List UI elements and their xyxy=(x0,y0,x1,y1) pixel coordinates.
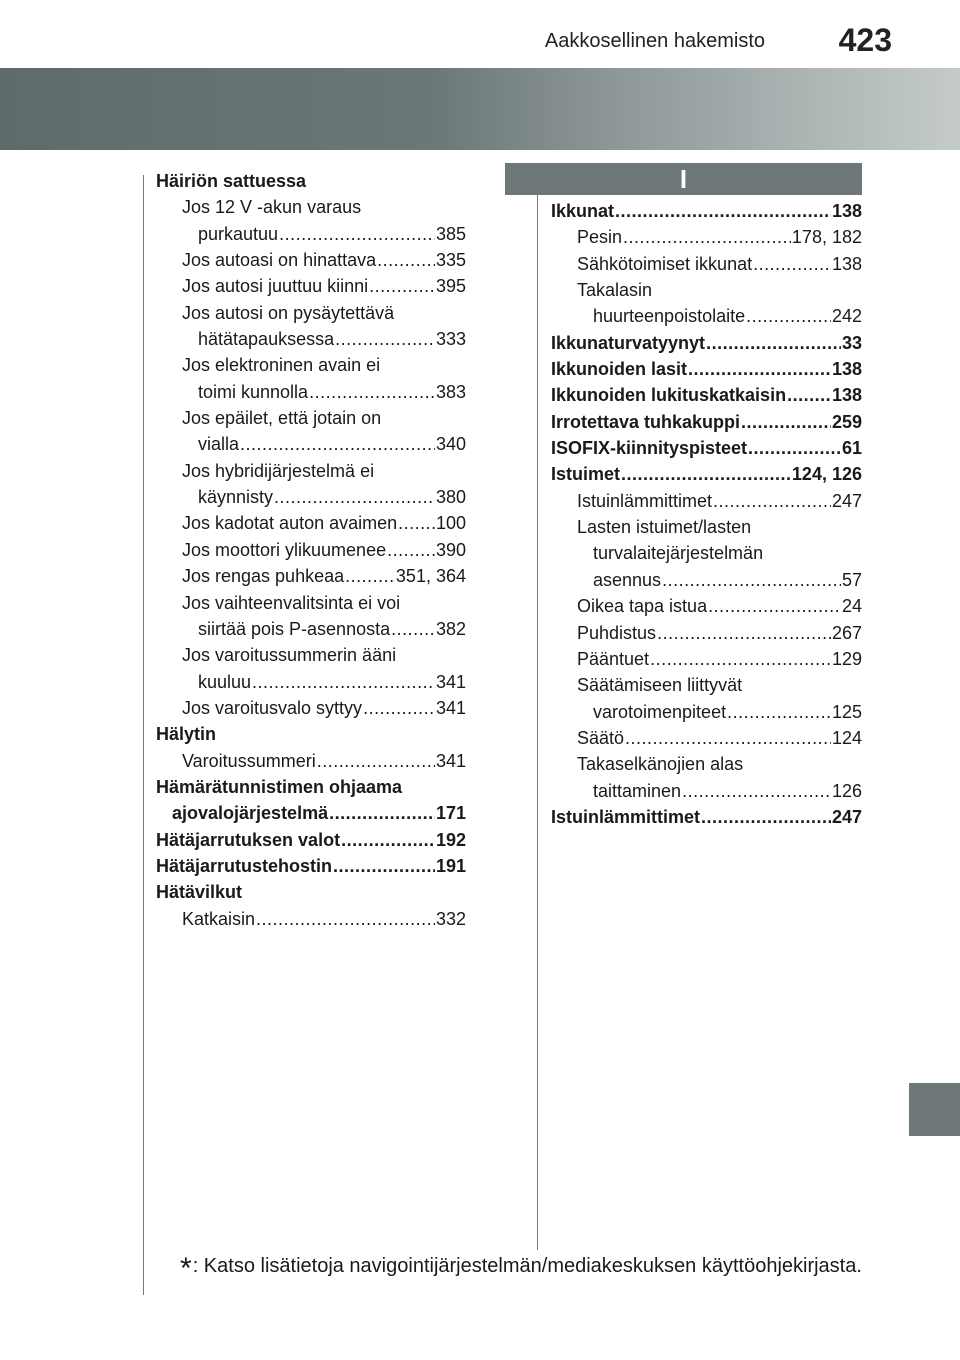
index-entry xyxy=(551,251,862,277)
index-entry xyxy=(551,540,862,566)
index-entry xyxy=(551,672,862,698)
index-entry xyxy=(156,458,466,484)
page-reference[interactable]: 125 xyxy=(831,701,862,722)
page-reference[interactable]: 138 xyxy=(831,385,862,406)
entry-label: Lasten istuimet/lasten xyxy=(577,517,752,538)
dot-leader xyxy=(682,778,831,804)
page-reference[interactable]: 24 xyxy=(841,596,862,617)
page-reference[interactable]: 267 xyxy=(831,622,862,643)
index-entry xyxy=(156,379,466,405)
dot-leader xyxy=(787,382,831,408)
index-column-left xyxy=(156,168,466,932)
page-reference[interactable]: 382 xyxy=(435,618,466,639)
footnote-text: : Katso lisätietoja navigointijärjestelmän/mediakeskuksen käyttöohjekirjasta. xyxy=(192,1255,862,1277)
dot-leader xyxy=(252,669,435,695)
entry-label: Hälytin xyxy=(156,724,217,745)
page-reference[interactable]: 138 xyxy=(831,359,862,380)
page-reference[interactable]: 385 xyxy=(435,223,466,244)
entry-label: vialla xyxy=(198,434,240,455)
index-entry xyxy=(156,273,466,299)
entry-label: Säätämiseen liittyvät xyxy=(577,675,743,696)
page-reference[interactable]: 351, 364 xyxy=(395,566,466,587)
dot-leader xyxy=(708,593,841,619)
dot-leader xyxy=(713,488,831,514)
index-entry xyxy=(156,300,466,326)
index-entry xyxy=(156,800,466,826)
entry-label: Jos elektroninen avain ei xyxy=(182,355,381,376)
dot-leader xyxy=(650,646,831,672)
index-entry xyxy=(551,461,862,487)
page-reference[interactable]: 333 xyxy=(435,329,466,350)
page-reference[interactable]: 242 xyxy=(831,306,862,327)
dot-leader xyxy=(623,224,791,250)
dot-leader xyxy=(335,326,435,352)
index-entry xyxy=(551,514,862,540)
entry-label: Istuinlämmittimet xyxy=(577,490,713,511)
dot-leader xyxy=(274,484,435,510)
entry-label: Ikkunoiden lasit xyxy=(551,359,688,380)
entry-label: Jos hybridijärjestelmä ei xyxy=(182,460,375,481)
index-entry xyxy=(156,853,466,879)
dot-leader xyxy=(688,356,831,382)
dot-leader xyxy=(345,563,395,589)
page-reference[interactable]: 124 xyxy=(831,727,862,748)
page-reference[interactable]: 341 xyxy=(435,697,466,718)
index-entry xyxy=(551,198,862,224)
dot-leader xyxy=(701,804,831,830)
page-reference[interactable]: 61 xyxy=(841,438,862,459)
entry-label: Jos autosi juuttuu kiinni xyxy=(182,276,369,297)
index-entry xyxy=(156,168,466,194)
page-reference[interactable]: 100 xyxy=(435,513,466,534)
page-reference[interactable]: 341 xyxy=(435,750,466,771)
dot-leader xyxy=(615,198,831,224)
index-entry xyxy=(551,356,862,382)
entry-label: Sähkötoimiset ikkunat xyxy=(577,253,753,274)
entry-label: Puhdistus xyxy=(577,622,657,643)
entry-label: ISOFIX-kiinnityspisteet xyxy=(551,438,748,459)
dot-leader xyxy=(387,537,435,563)
index-entry xyxy=(156,827,466,853)
index-entry xyxy=(551,646,862,672)
dot-leader xyxy=(398,510,435,536)
index-entry xyxy=(551,751,862,777)
page-reference[interactable]: 383 xyxy=(435,381,466,402)
page-reference[interactable]: 191 xyxy=(435,855,466,876)
dot-leader xyxy=(240,431,435,457)
entry-label: huurteenpoistolaite xyxy=(593,306,746,327)
index-entry xyxy=(156,616,466,642)
dot-leader xyxy=(329,800,435,826)
dot-leader xyxy=(333,853,435,879)
index-letter-heading: I xyxy=(505,163,862,195)
entry-label: Istuimet xyxy=(551,464,621,485)
index-entry xyxy=(156,563,466,589)
index-entry xyxy=(156,748,466,774)
entry-label: Jos 12 V -akun varaus xyxy=(182,197,362,218)
page-reference[interactable]: 341 xyxy=(435,671,466,692)
index-entry xyxy=(156,774,466,800)
page-reference[interactable]: 335 xyxy=(435,250,466,271)
index-entry xyxy=(551,409,862,435)
entry-label: siirtää pois P-asennosta xyxy=(198,618,391,639)
index-entry xyxy=(156,405,466,431)
footnote xyxy=(180,1252,862,1286)
index-entry xyxy=(551,620,862,646)
index-entry xyxy=(551,593,862,619)
page-reference[interactable]: 380 xyxy=(435,487,466,508)
page-reference[interactable]: 390 xyxy=(435,539,466,560)
dot-leader xyxy=(279,221,435,247)
entry-label: toimi kunnolla xyxy=(198,381,309,402)
index-entry xyxy=(156,352,466,378)
entry-label: Pääntuet xyxy=(577,648,650,669)
entry-label: Jos moottori ylikuumenee xyxy=(182,539,387,560)
index-entry xyxy=(156,221,466,247)
entry-label: Säätö xyxy=(577,727,625,748)
index-entry xyxy=(551,804,862,830)
page-reference[interactable]: 57 xyxy=(841,569,862,590)
entry-label: ajovalojärjestelmä xyxy=(172,803,329,824)
entry-label: Oikea tapa istua xyxy=(577,596,708,617)
index-entry xyxy=(156,695,466,721)
page-reference[interactable]: 33 xyxy=(841,332,862,353)
index-entry xyxy=(156,590,466,616)
page-header xyxy=(0,0,960,66)
page-reference[interactable]: 395 xyxy=(435,276,466,297)
index-entry xyxy=(156,194,466,220)
index-entry xyxy=(551,224,862,250)
entry-label: Jos autosi on pysäytettävä xyxy=(182,302,395,323)
index-column-right xyxy=(551,198,862,830)
index-entry xyxy=(156,326,466,352)
entry-label: Hämärätunnistimen ohjaama xyxy=(156,776,403,797)
index-entry xyxy=(551,382,862,408)
dot-leader xyxy=(391,616,435,642)
index-entry xyxy=(551,330,862,356)
entry-label: Häiriön sattuessa xyxy=(156,171,307,191)
page-reference[interactable]: 247 xyxy=(831,806,862,827)
index-entry xyxy=(551,277,862,303)
index-entry xyxy=(156,537,466,563)
entry-label: Irrotettava tuhkakuppi xyxy=(551,411,741,432)
entry-label: asennus xyxy=(593,569,662,590)
dot-leader xyxy=(746,303,831,329)
entry-label: Katkaisin xyxy=(182,908,256,929)
entry-label: Hätäjarrutustehostin xyxy=(156,855,333,876)
dot-leader xyxy=(657,620,831,646)
dot-leader xyxy=(256,906,435,932)
dot-leader xyxy=(369,273,435,299)
entry-label: Ikkunoiden lukituskatkaisin xyxy=(551,385,787,406)
entry-label: Jos epäilet, että jotain on xyxy=(182,408,382,429)
dot-leader xyxy=(621,461,791,487)
page-reference[interactable]: 247 xyxy=(831,490,862,511)
dot-leader xyxy=(309,379,435,405)
index-entry xyxy=(156,484,466,510)
entry-label: Hätävilkut xyxy=(156,882,243,903)
dot-leader xyxy=(662,567,841,593)
entry-label: Ikkunat xyxy=(551,201,615,221)
page-reference[interactable]: 124, 126 xyxy=(791,464,862,485)
entry-label: Pesin xyxy=(577,227,623,248)
index-entry xyxy=(551,699,862,725)
index-entry xyxy=(551,725,862,751)
index-entry xyxy=(156,510,466,536)
page-reference[interactable]: 192 xyxy=(435,829,466,850)
entry-label: käynnisty xyxy=(198,487,274,508)
dot-leader xyxy=(625,725,831,751)
page-reference[interactable]: 259 xyxy=(831,411,862,432)
dot-leader xyxy=(363,695,435,721)
index-entry xyxy=(156,906,466,932)
index-entry xyxy=(551,778,862,804)
entry-label: Jos varoitussummerin ääni xyxy=(182,645,397,666)
dot-leader xyxy=(706,330,841,356)
dot-leader xyxy=(727,699,831,725)
entry-label: Istuinlämmittimet xyxy=(551,806,701,827)
index-entry xyxy=(156,247,466,273)
page-reference[interactable]: 126 xyxy=(831,780,862,801)
chapter-tab[interactable] xyxy=(909,1083,960,1136)
header-banner xyxy=(0,68,960,150)
dot-leader xyxy=(317,748,435,774)
footnote-asterisk: * xyxy=(180,1252,192,1285)
index-entry xyxy=(551,567,862,593)
index-entry xyxy=(551,303,862,329)
entry-label: varotoimenpiteet xyxy=(593,701,727,722)
entry-label: Jos vaihteenvalitsinta ei voi xyxy=(182,592,401,613)
index-entry xyxy=(156,642,466,668)
page-reference[interactable]: 171 xyxy=(435,803,466,824)
entry-label: Takaselkänojien alas xyxy=(577,754,744,775)
dot-leader xyxy=(741,409,831,435)
section-title: Aakkosellinen hakemisto xyxy=(544,30,765,52)
index-entry xyxy=(551,488,862,514)
page-reference[interactable]: 340 xyxy=(435,434,466,455)
dot-leader xyxy=(753,251,831,277)
dot-leader xyxy=(377,247,435,273)
page-reference[interactable]: 332 xyxy=(435,908,466,929)
entry-label: Ikkunaturvatyynyt xyxy=(551,332,706,353)
index-entry xyxy=(156,669,466,695)
entry-label: Jos rengas puhkeaa xyxy=(182,566,345,587)
entry-label: Varoitussummeri xyxy=(182,750,316,771)
page-number: 423 xyxy=(838,22,892,58)
entry-label: turvalaitejärjestelmän xyxy=(593,543,764,564)
entry-label: Jos kadotat auton avaimen xyxy=(182,513,398,534)
dot-leader xyxy=(341,827,435,853)
entry-label: hätätapauksessa xyxy=(198,329,335,350)
index-entry xyxy=(156,721,466,747)
entry-label: Takalasin xyxy=(577,280,653,301)
entry-label: Jos autoasi on hinattava xyxy=(182,250,377,271)
entry-label: taittaminen xyxy=(593,780,682,801)
column-divider xyxy=(537,190,538,1250)
page-reference[interactable]: 178, 182 xyxy=(791,227,862,248)
index-entry xyxy=(156,431,466,457)
index-entry xyxy=(156,879,466,905)
index-entry xyxy=(551,435,862,461)
entry-label: kuuluu xyxy=(198,671,252,692)
dot-leader xyxy=(748,435,841,461)
entry-label: Jos varoitusvalo syttyy xyxy=(182,697,363,718)
left-margin-rule xyxy=(143,175,144,1295)
entry-label: purkautuu xyxy=(198,223,279,244)
page-reference[interactable]: 129 xyxy=(831,648,862,669)
entry-label: Hätäjarrutuksen valot xyxy=(156,829,341,850)
page-reference[interactable]: 138 xyxy=(831,253,862,274)
page-reference[interactable]: 138 xyxy=(831,201,862,221)
